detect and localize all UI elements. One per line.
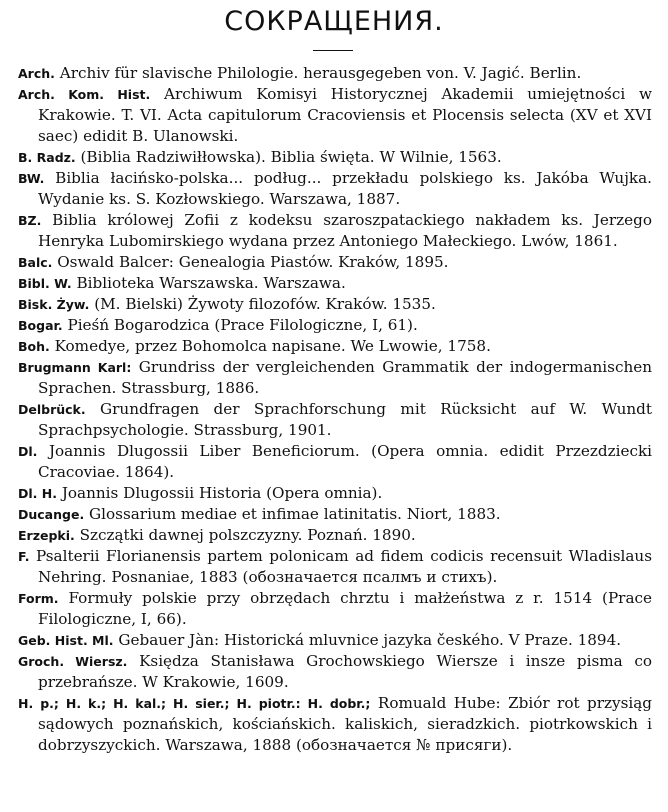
entry-abbr: Geb. Hist. Ml. bbox=[18, 633, 114, 648]
entry-text: Księdza Stanisława Grochowskiego Wiersze i insze pisma co przebrańsze. W Krakowie, 1609. bbox=[38, 652, 652, 691]
entry-abbr: Bogar. bbox=[18, 318, 63, 333]
entry-text: Joannis Dlugossii Historia (Opera omnia). bbox=[61, 484, 383, 502]
entry-text: Biblioteka Warszawska. Warszawa. bbox=[76, 274, 346, 292]
entry-abbr: Balc. bbox=[18, 255, 53, 270]
entry-abbr: Brugmann Karl: bbox=[18, 360, 132, 375]
entry-geb-hist-ml bbox=[18, 630, 652, 651]
entry-boh bbox=[18, 336, 652, 357]
title-divider bbox=[313, 50, 353, 51]
entry-text: Komedye, przez Bohomolca napisane. We Lwowie, 1758. bbox=[54, 337, 491, 355]
entry-abbr: H. p.; H. k.; H. kal.; H. sier.; H. piotr.: H. dobr.; bbox=[18, 696, 371, 711]
entry-text: (Biblia Radziwiłłowska). Biblia święta. W Wilnie, 1563. bbox=[80, 148, 502, 166]
entry-text: (M. Bielski) Żywoty filozofów. Kraków. 1535. bbox=[94, 295, 436, 313]
entry-delbruck bbox=[18, 399, 652, 441]
entry-text: Joannis Dlugossii Liber Beneficiorum. (Opera omnia. edidit Przezdziecki Cracoviae. 1864). bbox=[38, 442, 653, 481]
entry-ducange bbox=[18, 504, 652, 525]
entry-text: Archiv für slavische Philologie. herausgegeben von. V. Jagić. Berlin. bbox=[59, 64, 582, 82]
entry-abbr: Bisk. Żyw. bbox=[18, 297, 90, 312]
entry-text: Oswald Balcer: Genealogia Piastów. Kraków, 1895. bbox=[57, 253, 449, 271]
entry-text: Pieśń Bogarodzica (Prace Filologiczne, I, 61). bbox=[67, 316, 418, 334]
entry-arch-kom-hist bbox=[18, 84, 652, 147]
entry-abbr: Delbrück. bbox=[18, 402, 86, 417]
entry-text: Grundfragen der Sprachforschung mit Rücksicht auf W. Wundt Sprachpsychologie. Strassburg, 1901. bbox=[38, 400, 653, 439]
entry-bw bbox=[18, 168, 652, 210]
entry-bz bbox=[18, 210, 652, 252]
entry-bibl-w bbox=[18, 273, 652, 294]
entry-abbr: Groch. Wiersz. bbox=[18, 654, 128, 669]
entry-text: Romuald Hube: Zbiór rot przysiąg sądowych poznańskich, kościańskich. kaliskich, sieradzkich. piotrkowskich i dobrzyszyckich. Warszawa, 1888 (обозначается № присяги). bbox=[38, 694, 653, 754]
entry-abbr: Bibl. W. bbox=[18, 276, 72, 291]
entry-bogar bbox=[18, 315, 652, 336]
entry-text: Glossarium mediae et infimae latinitatis. Niort, 1883. bbox=[89, 505, 501, 523]
entry-abbr: Form. bbox=[18, 591, 59, 606]
entry-dl-h bbox=[18, 483, 652, 504]
entry-abbr: Boh. bbox=[18, 339, 50, 354]
entry-b-radz bbox=[18, 147, 652, 168]
entry-text: Grundriss der vergleichenden Grammatik der indogermanischen Sprachen. Strassburg, 1886. bbox=[38, 358, 653, 397]
entry-text: Archiwum Komisyi Historycznej Akademii umiejętności w Krakowie. T. VI. Acta capitulorum Cracoviensis et Plocensis selecta (XV et XVI saec) edidit B. Ulanowski. bbox=[38, 85, 652, 145]
entry-abbr: F. bbox=[18, 549, 30, 564]
entry-abbr: BW. bbox=[18, 171, 45, 186]
entry-abbr: Arch. bbox=[18, 66, 55, 81]
entry-text: Szczątki dawnej polszczyzny. Poznań. 1890. bbox=[79, 526, 416, 544]
entry-dl bbox=[18, 441, 652, 483]
entry-text: Biblia królowej Zofii z kodeksu szaroszpatackiego nakładem ks. Jerzego Henryka Lubomirskiego wydana przez Antoniego Małeckiego. Lwów, 1861. bbox=[38, 211, 653, 250]
entry-abbr: Ducange. bbox=[18, 507, 85, 522]
entry-balc bbox=[18, 252, 652, 273]
entry-text: Gebauer Jàn: Historická mluvnice jazyka českého. V Praze. 1894. bbox=[118, 631, 622, 649]
entry-abbr: Erzepki. bbox=[18, 528, 75, 543]
entry-hube-oaths bbox=[18, 693, 652, 756]
entry-brugmann bbox=[18, 357, 652, 399]
entry-groch-wiersz bbox=[18, 651, 652, 693]
entry-erzepki bbox=[18, 525, 652, 546]
entry-text: Biblia łacińsko-polska... podług... przekładu polskiego ks. Jakóba Wujka. Wydanie ks. S. Kozłowskiego. Warszawa, 1887. bbox=[38, 169, 652, 208]
entry-abbr: Dl. H. bbox=[18, 486, 57, 501]
entry-abbr: B. Radz. bbox=[18, 150, 76, 165]
page-title: СОКРАЩЕНИЯ. bbox=[224, 6, 444, 37]
entry-abbr: Dl. bbox=[18, 444, 38, 459]
entry-arch bbox=[18, 63, 652, 84]
entry-text: Psalterii Florianensis partem polonicam ad fidem codicis recensuit Wladislaus Nehring. Posnaniae, 1883 (обозначается псалмъ и стихъ). bbox=[35, 547, 652, 586]
entry-abbr: Arch. Kom. Hist. bbox=[18, 87, 151, 102]
abbreviation-list bbox=[18, 63, 652, 756]
entry-f bbox=[18, 546, 652, 588]
entry-abbr: BZ. bbox=[18, 213, 42, 228]
entry-form bbox=[18, 588, 652, 630]
entry-bisk-zyw bbox=[18, 294, 652, 315]
entry-text: Formuły polskie przy obrzędach chrztu i małżeństwa z r. 1514 (Prace Filologiczne, I, 66). bbox=[38, 589, 652, 628]
